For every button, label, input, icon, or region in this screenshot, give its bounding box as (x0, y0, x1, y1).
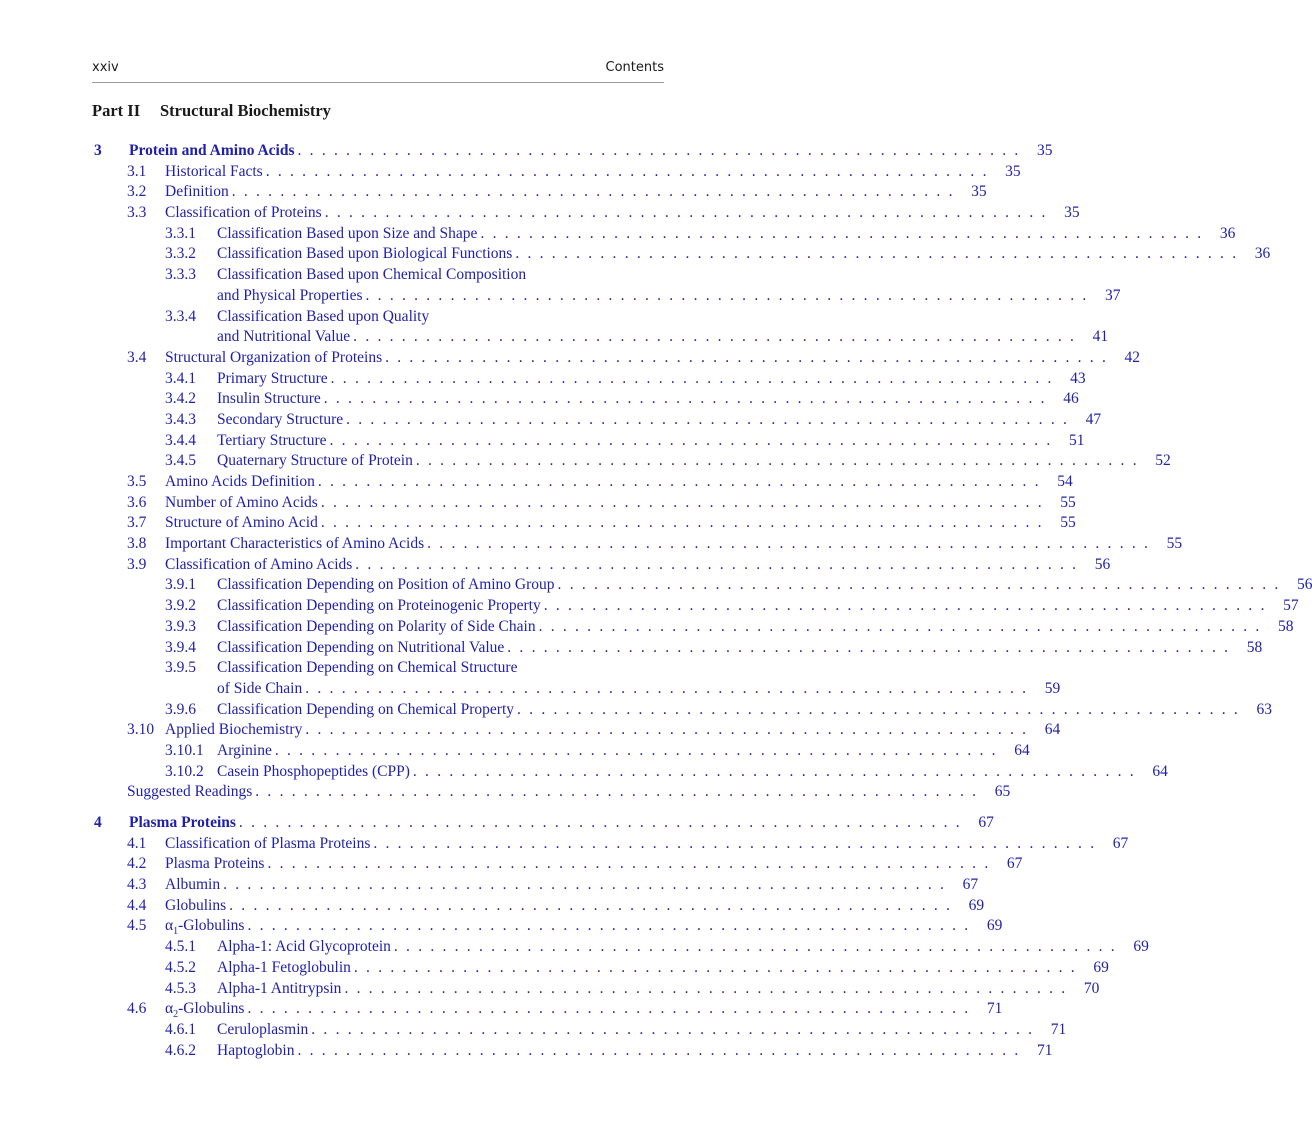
entry-title[interactable]: Classification of Plasma Proteins (165, 834, 371, 852)
toc-entry-3-10[interactable] (92, 720, 1061, 741)
entry-page[interactable]: 43 (1070, 369, 1086, 387)
entry-page[interactable]: 71 (1036, 1041, 1053, 1059)
dot-leader: . . . . . . . . . . . . . . . . . . . . . . . . . . . . . . . . . . . . . . . . . . . . . . . . . . . . . . . . . . . . (538, 617, 1262, 635)
entry-title[interactable]: Suggested Readings (127, 783, 253, 801)
entry-page[interactable]: 67 (1112, 834, 1129, 852)
dot-leader: . . . . . . . . . . . . . . . . . . . . . . . . . . . . . . . . . . . . . . . . . . . . . . . . . . . . . . . . . . . . (344, 979, 1068, 997)
toc-entry-3-7[interactable] (92, 513, 1076, 534)
entry-title[interactable]: Tertiary Structure (217, 431, 327, 449)
entry-title[interactable]: Secondary Structure (217, 410, 344, 428)
toc-entry-3-4[interactable] (92, 348, 1141, 369)
toc-entry-3-4-5[interactable] (92, 451, 1171, 472)
toc-entry-4-6-2[interactable] (92, 1041, 1053, 1062)
entry-title[interactable]: Historical Facts (165, 162, 263, 180)
dot-leader: . . . . . . . . . . . . . . . . . . . . . . . . . . . . . . . . . . . . . . . . . . . . . . . . . . . . . . . . . . . . (480, 224, 1204, 242)
entry-number: 4.5.2 (165, 958, 196, 976)
entry-page[interactable]: 58 (1278, 617, 1294, 635)
entry-title[interactable]: Structural Organization of Proteins (165, 348, 383, 366)
part-number: Part II (92, 101, 141, 120)
toc-entry-3-2[interactable] (92, 182, 987, 203)
dot-leader: . . . . . . . . . . . . . . . . . . . . . . . . . . . . . . . . . . . . . . . . . . . . . . . . . . . . . . . . . . . . (365, 286, 1089, 304)
entry-title[interactable]: Applied Biochemistry (165, 721, 303, 739)
entry-title[interactable]: Arginine (217, 741, 272, 759)
dot-leader: . . . . . . . . . . . . . . . . . . . . . . . . . . . . . . . . . . . . . . . . . . . . . . . . . . . . . . . . . . . . (311, 1020, 1035, 1038)
entry-title[interactable]: Primary Structure (217, 369, 328, 387)
entry-page[interactable]: 57 (1283, 597, 1299, 615)
dot-leader: . . . . . . . . . . . . . . . . . . . . . . . . . . . . . . . . . . . . . . . . . . . . . . . . . . . . . . . . . . . . (247, 1000, 971, 1018)
entry-number: 3.2 (127, 183, 147, 201)
title-text: -Globulins (178, 917, 245, 935)
entry-number: 4.2 (127, 855, 147, 873)
dot-leader: . . . . . . . . . . . . . . . . . . . . . . . . . . . . . . . . . . . . . . . . . . . . . . . . . . . . . . . . . . . . (320, 514, 1044, 532)
entry-page[interactable]: 63 (1256, 700, 1272, 718)
entry-page[interactable]: 69 (1093, 958, 1109, 976)
entry-title[interactable] (165, 999, 244, 1020)
toc-entry-continuation[interactable] (92, 286, 1121, 307)
entry-title[interactable]: Classification Based upon Quality (217, 307, 430, 325)
toc-entry-3-6[interactable] (92, 493, 1076, 514)
entry-number: 4.6.1 (165, 1020, 196, 1038)
dot-leader: . . . . . . . . . . . . . . . . . . . . . . . . . . . . . . . . . . . . . . . . . . . . . . . . . . . . . . . . . . . . (353, 958, 1077, 976)
toc-entry-4-5-2[interactable] (92, 958, 1109, 979)
dot-leader: . . . . . . . . . . . . . . . . . . . . . . . . . . . . . . . . . . . . . . . . . . . . . . . . . . . . . . . . . . . . (427, 535, 1151, 553)
dot-leader: . . . . . . . . . . . . . . . . . . . . . . . . . . . . . . . . . . . . . . . . . . . . . . . . . . . . . . . . . . . . (353, 328, 1077, 346)
toc-entry-3-9-3[interactable] (92, 617, 1294, 638)
toc-entry-3-4-3[interactable] (92, 410, 1102, 431)
dot-leader: . . . . . . . . . . . . . . . . . . . . . . . . . . . . . . . . . . . . . . . . . . . . . . . . . . . . . . . . . . . . (329, 431, 1053, 449)
part-heading (92, 101, 331, 121)
entry-number: 3.10.1 (165, 741, 204, 759)
entry-number: 3 (94, 142, 102, 159)
entry-title[interactable]: Classification Depending on Proteinogenic Property (217, 597, 541, 615)
dot-leader: . . . . . . . . . . . . . . . . . . . . . . . . . . . . . . . . . . . . . . . . . . . . . . . . . . . . . . . . . . . . (385, 348, 1109, 366)
entry-number: 3.4.5 (165, 452, 196, 470)
entry-page[interactable]: 42 (1124, 348, 1141, 366)
entry-number: 4 (94, 814, 102, 831)
title-text: -Globulins (178, 1000, 245, 1018)
page-number: xxiv (92, 60, 119, 75)
dot-leader: . . . . . . . . . . . . . . . . . . . . . . . . . . . . . . . . . . . . . . . . . . . . . . . . . . . . . . . . . . . . (324, 204, 1048, 222)
toc-entry-3-3-2[interactable] (92, 244, 1271, 265)
toc-entry-4-2[interactable] (92, 854, 1023, 875)
dot-leader: . . . . . . . . . . . . . . . . . . . . . . . . . . . . . . . . . . . . . . . . . . . . . . . . . . . . . . . . . . . . (247, 917, 971, 935)
entry-page[interactable]: 71 (986, 1000, 1003, 1018)
entry-page[interactable]: 35 (1064, 204, 1080, 222)
dot-leader: . . . . . . . . . . . . . . . . . . . . . . . . . . . . . . . . . . . . . . . . . . . . . . . . . . . . . . . . . . . . (231, 183, 955, 201)
entry-title[interactable]: Quaternary Structure of Protein (217, 452, 413, 470)
entry-number: 3.3.3 (165, 266, 196, 284)
entry-title[interactable]: Classification Depending on Chemical Property (217, 700, 515, 718)
entry-number: 4.1 (127, 834, 147, 852)
entry-page[interactable]: 64 (1044, 721, 1061, 739)
entry-title[interactable]: Plasma Proteins (165, 855, 265, 873)
toc-entry-3-4-4[interactable] (92, 431, 1085, 452)
entry-number: 4.5 (127, 917, 147, 935)
toc-entry-3-4-1[interactable] (92, 369, 1086, 390)
entry-page[interactable]: 56 (1296, 576, 1312, 594)
entry-number: 4.6 (127, 1000, 147, 1018)
toc-suggested-readings[interactable] (92, 782, 1011, 803)
entry-page[interactable]: 41 (1092, 328, 1109, 346)
entry-page[interactable]: 69 (1133, 938, 1149, 956)
entry-page[interactable]: 69 (968, 896, 985, 914)
entry-page[interactable]: 56 (1094, 555, 1111, 573)
dot-leader: . . . . . . . . . . . . . . . . . . . . . . . . . . . . . . . . . . . . . . . . . . . . . . . . . . . . . . . . . . . . (415, 452, 1139, 470)
toc-entry-4-5[interactable] (92, 916, 1003, 938)
toc-entry-3-9-5[interactable] (92, 658, 664, 679)
entry-title[interactable]: Casein Phosphopeptides (CPP) (217, 762, 410, 780)
toc-entry-4-6-1[interactable] (92, 1020, 1067, 1041)
entry-title-continued[interactable]: and Nutritional Value (217, 328, 351, 346)
toc-entry-3-3-3[interactable] (92, 265, 664, 286)
entry-number: 3.10 (127, 721, 155, 739)
toc-entry-3-9-2[interactable] (92, 596, 1299, 617)
entry-page[interactable]: 36 (1254, 245, 1271, 263)
toc-entry-3-1[interactable] (92, 162, 1021, 183)
entry-number: 3.4 (127, 348, 147, 366)
toc-entry-4-1[interactable] (92, 834, 1129, 855)
entry-number: 3.9.4 (165, 638, 196, 656)
entry-title-continued[interactable]: of Side Chain (217, 679, 303, 697)
toc-entry-continuation[interactable] (92, 327, 1109, 348)
toc-entry-4-5-3[interactable] (92, 979, 1100, 1000)
entry-title[interactable] (165, 916, 244, 937)
toc-entry-3-3-1[interactable] (92, 224, 1236, 245)
entry-number: 4.3 (127, 876, 147, 894)
toc-entry-continuation[interactable] (92, 679, 1061, 700)
entry-title[interactable]: Albumin (165, 876, 221, 894)
toc-entry-3-9-1[interactable] (92, 575, 1312, 596)
entry-page[interactable]: 71 (1050, 1020, 1067, 1038)
entry-title[interactable]: Alpha-1: Acid Glycoprotein (217, 938, 391, 956)
entry-number: 3.9.6 (165, 700, 196, 718)
dot-leader: . . . . . . . . . . . . . . . . . . . . . . . . . . . . . . . . . . . . . . . . . . . . . . . . . . . . . . . . . . . . (507, 638, 1231, 656)
dot-leader: . . . . . . . . . . . . . . . . . . . . . . . . . . . . . . . . . . . . . . . . . . . . . . . . . . . . . . . . . . . . (229, 896, 953, 914)
dot-leader: . . . . . . . . . . . . . . . . . . . . . . . . . . . . . . . . . . . . . . . . . . . . . . . . . . . . . . . . . . . . (355, 555, 1079, 573)
entry-number: 3.5 (127, 473, 147, 490)
dot-leader: . . . . . . . . . . . . . . . . . . . . . . . . . . . . . . . . . . . . . . . . . . . . . . . . . . . . . . . . . . . . (557, 576, 1281, 594)
entry-number: 3.4.1 (165, 369, 196, 387)
toc-entry-3-4-2[interactable] (92, 389, 1079, 410)
entry-number: 3.9 (127, 555, 147, 573)
subscript: 2 (173, 1009, 179, 1021)
entry-title[interactable]: Number of Amino Acids (165, 493, 318, 511)
entry-page[interactable]: 70 (1083, 979, 1100, 997)
entry-number: 3.10.2 (165, 762, 204, 780)
entry-title[interactable]: Plasma Proteins (129, 814, 236, 831)
entry-title[interactable]: Classification Depending on Chemical Structure (217, 659, 518, 677)
entry-number: 4.6.2 (165, 1041, 196, 1059)
running-header (92, 58, 664, 83)
entry-number: 3.7 (127, 514, 147, 532)
entry-page[interactable]: 64 (1152, 762, 1168, 780)
dot-leader: . . . . . . . . . . . . . . . . . . . . . . . . . . . . . . . . . . . . . . . . . . . . . . . . . . . . . . . . . . . . (317, 473, 1041, 490)
entry-page[interactable]: 46 (1063, 390, 1079, 408)
toc-entry-3-9-4[interactable] (92, 638, 1263, 659)
dot-leader: . . . . . . . . . . . . . . . . . . . . . . . . . . . . . . . . . . . . . . . . . . . . . . . . . . . . . . . . . . . . (320, 493, 1044, 511)
entry-title[interactable]: Classification Based upon Biological Functions (217, 245, 513, 263)
entry-number: 3.3.2 (165, 245, 196, 263)
entry-page[interactable]: 55 (1166, 535, 1183, 553)
toc-entry-3-8[interactable] (92, 534, 1183, 555)
dot-leader: . . . . . . . . . . . . . . . . . . . . . . . . . . . . . . . . . . . . . . . . . . . . . . . . . . . . . . . . . . . . (373, 834, 1097, 852)
subscript: 1 (173, 926, 179, 938)
entry-title[interactable]: Alpha-1 Fetoglobulin (217, 958, 351, 976)
entry-number: 3.3 (127, 204, 147, 222)
entry-page[interactable]: 55 (1060, 493, 1076, 511)
entry-page[interactable]: 67 (962, 876, 979, 894)
entry-title[interactable]: Definition (165, 183, 229, 201)
entry-page[interactable]: 37 (1104, 286, 1121, 304)
entry-page[interactable]: 35 (1005, 162, 1021, 180)
dot-leader: . . . . . . . . . . . . . . . . . . . . . . . . . . . . . . . . . . . . . . . . . . . . . . . . . . . . . . . . . . . . (323, 390, 1047, 408)
entry-title[interactable]: Classification Based upon Chemical Composition (217, 266, 527, 284)
entry-page[interactable]: 55 (1060, 514, 1076, 532)
dot-leader: . . . . . . . . . . . . . . . . . . . . . . . . . . . . . . . . . . . . . . . . . . . . . . . . . . . . . . . . . . . . (267, 855, 991, 873)
entry-number: 3.9.3 (165, 617, 196, 635)
entry-number: 3.1 (127, 162, 147, 180)
entry-number: 4.5.3 (165, 979, 196, 997)
entry-number: 3.4.3 (165, 410, 196, 428)
greek-alpha: α (165, 917, 174, 935)
entry-title[interactable]: Classification Depending on Nutritional Value (217, 638, 505, 656)
table-of-contents (92, 141, 1312, 1061)
dot-leader: . . . . . . . . . . . . . . . . . . . . . . . . . . . . . . . . . . . . . . . . . . . . . . . . . . . . . . . . . . . . (297, 142, 1021, 159)
entry-number: 3.9.5 (165, 659, 196, 677)
dot-leader: . . . . . . . . . . . . . . . . . . . . . . . . . . . . . . . . . . . . . . . . . . . . . . . . . . . . . . . . . . . . (274, 741, 998, 759)
entry-page[interactable]: 59 (1044, 679, 1061, 697)
dot-leader: . . . . . . . . . . . . . . . . . . . . . . . . . . . . . . . . . . . . . . . . . . . . . . . . . . . . . . . . . . . . (346, 410, 1070, 428)
entry-page[interactable]: 35 (1036, 142, 1053, 159)
entry-number: 4.4 (127, 896, 147, 914)
toc-entry-4-4[interactable] (92, 896, 985, 917)
dot-leader: . . . . . . . . . . . . . . . . . . . . . . . . . . . . . . . . . . . . . . . . . . . . . . . . . . . . . . . . . . . . (255, 783, 979, 801)
dot-leader: . . . . . . . . . . . . . . . . . . . . . . . . . . . . . . . . . . . . . . . . . . . . . . . . . . . . . . . . . . . . (238, 814, 962, 831)
entry-number: 3.9.1 (165, 576, 196, 594)
dot-leader: . . . . . . . . . . . . . . . . . . . . . . . . . . . . . . . . . . . . . . . . . . . . . . . . . . . . . . . . . . . . (305, 721, 1029, 739)
entry-title[interactable]: Classification Depending on Polarity of Side Chain (217, 617, 536, 635)
entry-number: 3.6 (127, 493, 147, 511)
dot-leader: . . . . . . . . . . . . . . . . . . . . . . . . . . . . . . . . . . . . . . . . . . . . . . . . . . . . . . . . . . . . (515, 245, 1239, 263)
entry-title[interactable]: Structure of Amino Acid (165, 514, 318, 532)
toc-entry-3-10-1[interactable] (92, 741, 1030, 762)
entry-page[interactable]: 47 (1085, 410, 1102, 428)
dot-leader: . . . . . . . . . . . . . . . . . . . . . . . . . . . . . . . . . . . . . . . . . . . . . . . . . . . . . . . . . . . . (305, 679, 1029, 697)
entry-title[interactable]: Ceruloplasmin (217, 1020, 309, 1038)
entry-number: 3.3.4 (165, 307, 196, 325)
dot-leader: . . . . . . . . . . . . . . . . . . . . . . . . . . . . . . . . . . . . . . . . . . . . . . . . . . . . . . . . . . . . (543, 597, 1267, 615)
toc-chapter-4[interactable] (92, 813, 994, 834)
entry-title[interactable]: Haptoglobin (217, 1041, 295, 1059)
toc-entry-3-9[interactable] (92, 555, 1111, 576)
toc-entry-4-5-1[interactable] (92, 937, 1149, 958)
toc-entry-3-10-2[interactable] (92, 762, 1168, 783)
dot-leader: . . . . . . . . . . . . . . . . . . . . . . . . . . . . . . . . . . . . . . . . . . . . . . . . . . . . . . . . . . . . (517, 700, 1240, 718)
entry-page[interactable]: 64 (1014, 741, 1030, 759)
entry-title[interactable]: Classification Depending on Position of Amino Group (217, 576, 555, 594)
entry-page[interactable]: 36 (1219, 224, 1236, 242)
entry-title[interactable]: Alpha-1 Antitrypsin (217, 979, 342, 997)
entry-number: 3.4.2 (165, 390, 196, 408)
entry-title[interactable]: Classification of Proteins (165, 204, 322, 222)
dot-leader: . . . . . . . . . . . . . . . . . . . . . . . . . . . . . . . . . . . . . . . . . . . . . . . . . . . . . . . . . . . . (393, 938, 1117, 956)
toc-entry-4-3[interactable] (92, 875, 979, 896)
toc-entry-3-9-6[interactable] (92, 700, 1272, 721)
entry-title[interactable]: Insulin Structure (217, 390, 321, 408)
entry-title[interactable]: Classification Based upon Size and Shape (217, 224, 478, 242)
entry-number: 3.3.1 (165, 224, 196, 242)
entry-number: 3.9.2 (165, 597, 196, 615)
entry-page[interactable]: 65 (994, 783, 1011, 801)
dot-leader: . . . . . . . . . . . . . . . . . . . . . . . . . . . . . . . . . . . . . . . . . . . . . . . . . . . . . . . . . . . . (297, 1041, 1021, 1059)
entry-page[interactable]: 51 (1068, 431, 1085, 449)
toc-entry-3-3-4[interactable] (92, 307, 664, 328)
entry-page[interactable]: 52 (1155, 452, 1171, 470)
entry-number: 3.8 (127, 535, 147, 553)
running-title: Contents (605, 60, 664, 75)
entry-page[interactable]: 67 (1006, 855, 1023, 873)
entry-title[interactable]: Important Characteristics of Amino Acids (165, 535, 425, 553)
toc-entry-3-5[interactable] (92, 472, 1073, 493)
entry-page[interactable]: 35 (971, 183, 987, 201)
dot-leader: . . . . . . . . . . . . . . . . . . . . . . . . . . . . . . . . . . . . . . . . . . . . . . . . . . . . . . . . . . . . (223, 876, 947, 894)
toc-entry-3-3[interactable] (92, 203, 1080, 224)
part-title: Structural Biochemistry (160, 101, 331, 120)
entry-page[interactable]: 69 (986, 917, 1003, 935)
entry-title[interactable]: Globulins (165, 896, 227, 914)
entry-page[interactable]: 58 (1246, 638, 1263, 656)
dot-leader: . . . . . . . . . . . . . . . . . . . . . . . . . . . . . . . . . . . . . . . . . . . . . . . . . . . . . . . . . . . . (265, 162, 989, 180)
toc-entry-4-6[interactable] (92, 999, 1003, 1021)
entry-number: 4.5.1 (165, 938, 196, 956)
entry-title-continued[interactable]: and Physical Properties (217, 286, 363, 304)
toc-chapter-3[interactable] (92, 141, 1053, 162)
entry-page[interactable]: 67 (978, 814, 994, 831)
dot-leader: . . . . . . . . . . . . . . . . . . . . . . . . . . . . . . . . . . . . . . . . . . . . . . . . . . . . . . . . . . . . (330, 369, 1054, 387)
dot-leader: . . . . . . . . . . . . . . . . . . . . . . . . . . . . . . . . . . . . . . . . . . . . . . . . . . . . . . . . . . . . (412, 762, 1136, 780)
greek-alpha: α (165, 1000, 174, 1018)
entry-number: 3.4.4 (165, 431, 196, 449)
entry-title[interactable]: Classification of Amino Acids (165, 555, 353, 573)
entry-title[interactable]: Protein and Amino Acids (129, 142, 295, 159)
entry-page[interactable]: 54 (1057, 473, 1073, 490)
entry-title[interactable]: Amino Acids Definition (165, 473, 315, 490)
